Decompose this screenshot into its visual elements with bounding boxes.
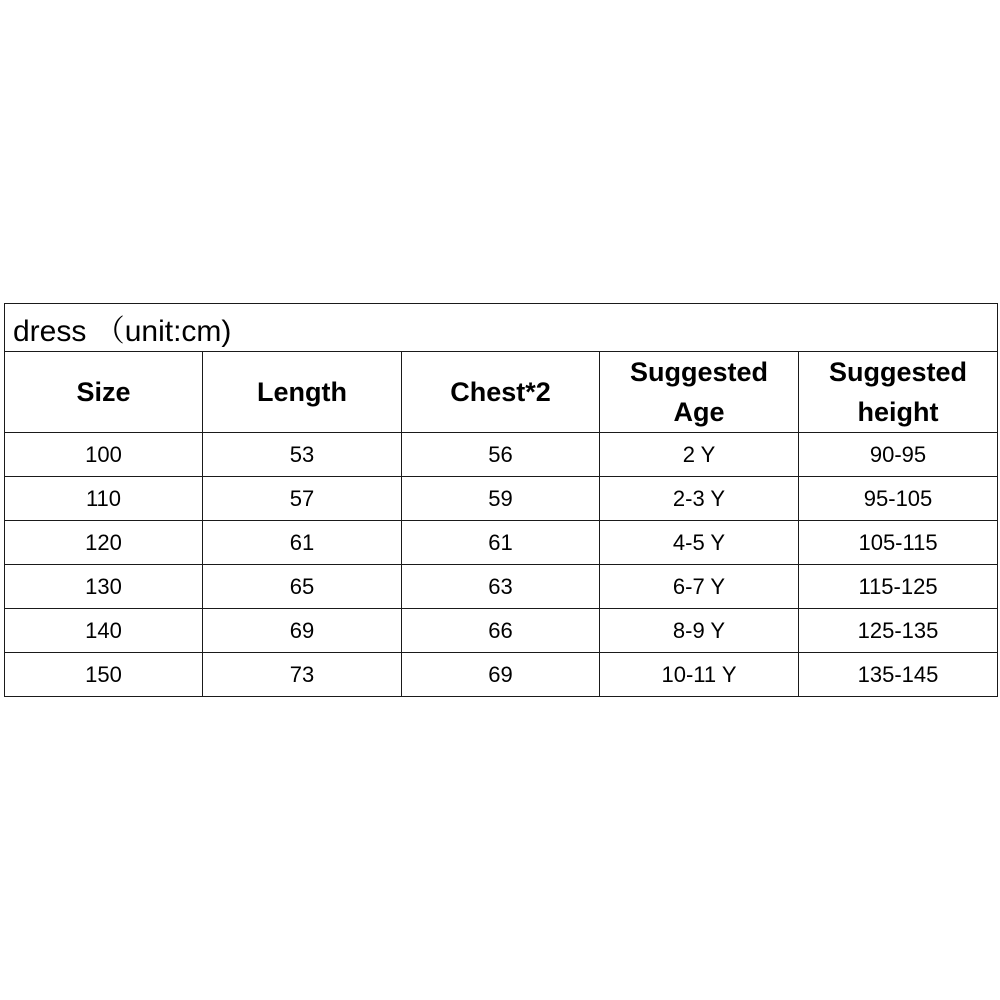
cell-size: 130: [5, 565, 203, 609]
cell-length: 53: [203, 433, 402, 477]
table-row: [5, 521, 998, 565]
header-suggested-age-text: Suggested Age: [629, 357, 769, 427]
cell-chest: 59: [402, 477, 600, 521]
cell-age: 4-5 Y: [600, 521, 799, 565]
cell-height: 115-125: [799, 565, 998, 609]
cell-length: 69: [203, 609, 402, 653]
cell-age: 2 Y: [600, 433, 799, 477]
cell-age: 2-3 Y: [600, 477, 799, 521]
header-suggested-age: [600, 352, 799, 433]
cell-length: 61: [203, 521, 402, 565]
table-row: [5, 609, 998, 653]
cell-size: 150: [5, 653, 203, 697]
cell-height: 95-105: [799, 477, 998, 521]
cell-length: 65: [203, 565, 402, 609]
cell-size: 140: [5, 609, 203, 653]
cell-chest: 63: [402, 565, 600, 609]
cell-height: 90-95: [799, 433, 998, 477]
cell-height: 125-135: [799, 609, 998, 653]
table-row: [5, 565, 998, 609]
cell-size: 120: [5, 521, 203, 565]
cell-age: 10-11 Y: [600, 653, 799, 697]
cell-chest: 61: [402, 521, 600, 565]
cell-size: 100: [5, 433, 203, 477]
cell-height: 135-145: [799, 653, 998, 697]
header-length: Length: [203, 352, 402, 433]
table-row: [5, 477, 998, 521]
cell-age: 8-9 Y: [600, 609, 799, 653]
title-row: [5, 304, 998, 352]
cell-length: 57: [203, 477, 402, 521]
header-suggested-height: [799, 352, 998, 433]
header-chest: Chest*2: [402, 352, 600, 433]
cell-height: 105-115: [799, 521, 998, 565]
cell-size: 110: [5, 477, 203, 521]
cell-length: 73: [203, 653, 402, 697]
header-suggested-height-text: Suggested height: [829, 357, 968, 427]
table-title: [5, 304, 998, 352]
table-row: [5, 433, 998, 477]
table-row: [5, 653, 998, 697]
size-chart-table: [4, 303, 998, 697]
header-size: Size: [5, 352, 203, 433]
table-title-text: dress （unit:cm): [13, 314, 232, 348]
cell-chest: 56: [402, 433, 600, 477]
cell-chest: 69: [402, 653, 600, 697]
cell-age: 6-7 Y: [600, 565, 799, 609]
header-row: [5, 352, 998, 433]
cell-chest: 66: [402, 609, 600, 653]
